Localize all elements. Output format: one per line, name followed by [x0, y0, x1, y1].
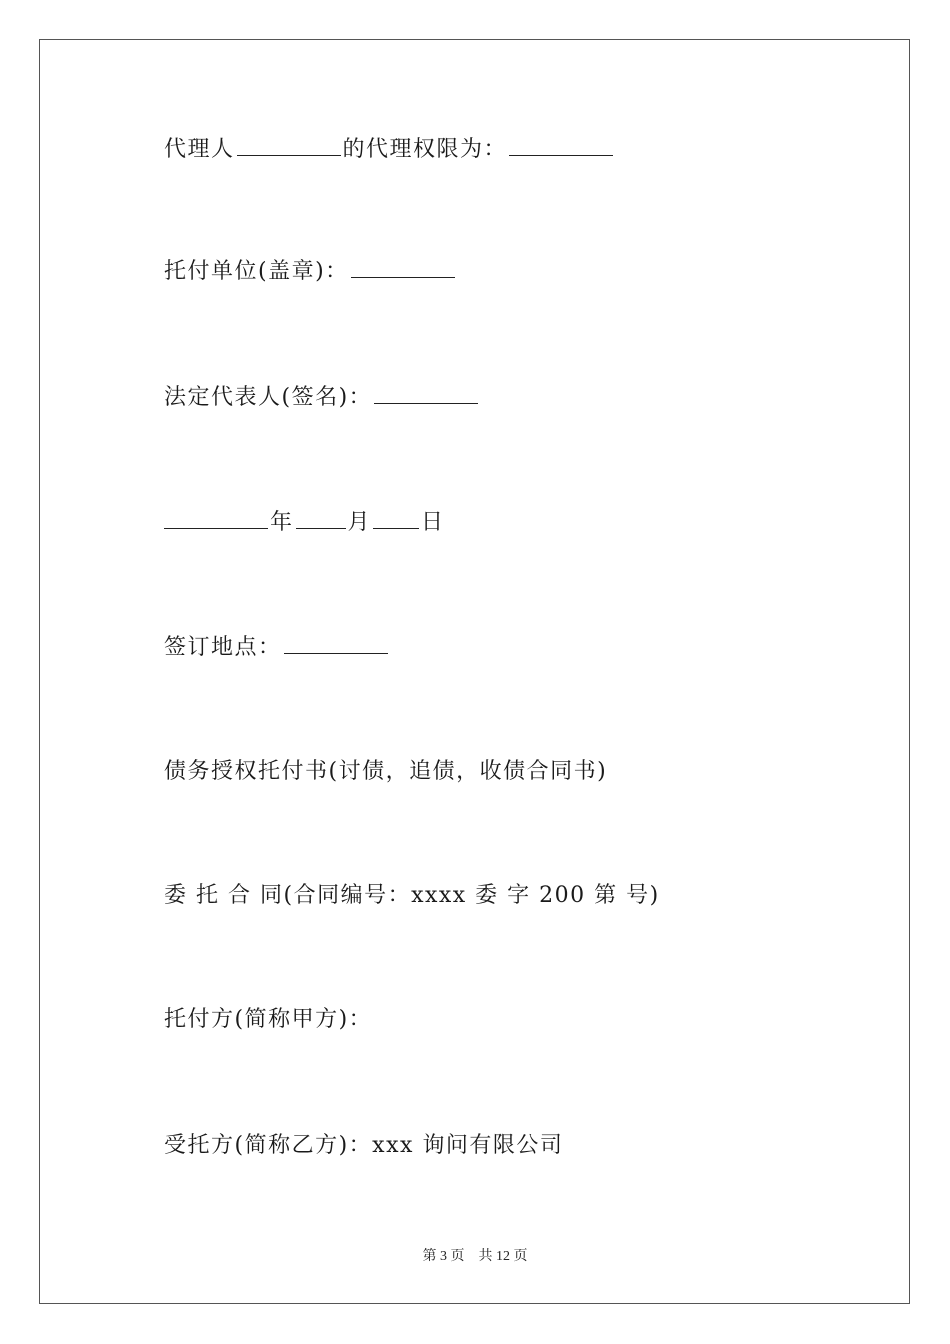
page-total: 共 12 页: [478, 1249, 528, 1264]
agent-name-blank: [237, 135, 341, 156]
page-footer: [0, 1247, 950, 1267]
document-title-line: [164, 757, 607, 787]
legal-rep-blank: [374, 383, 478, 404]
contract-heading: 委 托 合 同(合同编号：xxxx 委 字 200 第 号): [164, 883, 660, 908]
agent-authority-line: [164, 135, 615, 165]
page-border: [39, 39, 910, 1304]
entrusting-unit-blank: [351, 257, 455, 278]
document-title: 债务授权托付书(讨债，追债，收债合同书): [164, 759, 608, 784]
month-label: 月: [347, 510, 372, 535]
entrusting-unit-label: 托付单位(盖章)：: [164, 259, 349, 284]
legal-rep-label: 法定代表人(签名)：: [164, 385, 373, 410]
signing-place-blank: [284, 633, 388, 654]
entrusting-unit-line: [164, 257, 457, 287]
month-blank: [296, 508, 346, 529]
date-line: [164, 508, 445, 538]
agent-label: 代理人: [164, 137, 235, 162]
year-label: 年: [270, 510, 294, 535]
day-label: 日: [421, 510, 445, 535]
authority-blank: [509, 135, 613, 156]
signing-place-line: [164, 633, 390, 663]
party-b-line: [164, 1131, 563, 1161]
signing-place-label: 签订地点：: [164, 635, 282, 660]
legal-rep-line: [164, 383, 480, 413]
day-blank: [373, 508, 419, 529]
party-a-line: [164, 1005, 372, 1035]
page-number: 第 3 页: [422, 1249, 465, 1264]
authority-label: 的代理权限为：: [342, 137, 508, 162]
party-b-label: 受托方(简称乙方)：xxx 询问有限公司: [164, 1133, 564, 1158]
year-blank: [164, 508, 268, 529]
contract-heading-line: [164, 881, 660, 911]
party-a-label: 托付方(简称甲方)：: [164, 1007, 373, 1032]
